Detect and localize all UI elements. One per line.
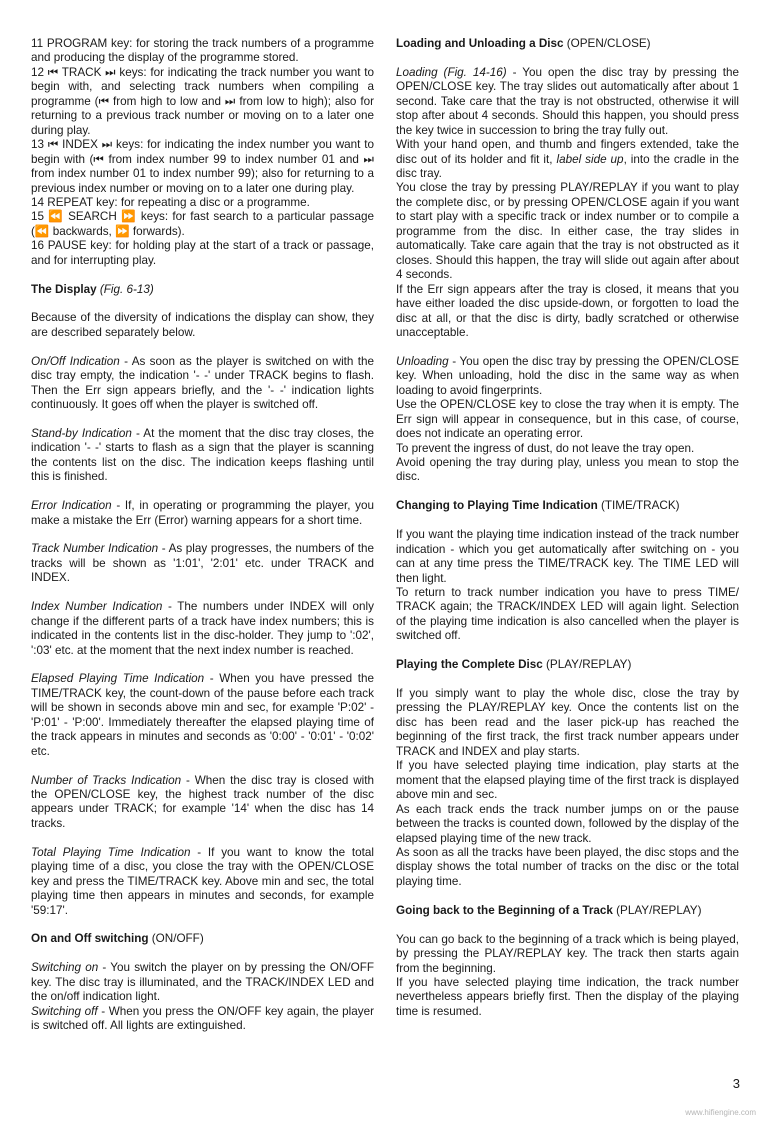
time-indication-para-1: If you want the playing time indication instead of the track number indication - which you get automatically after switching on - you can at any time press the TIME/TRACK key. The TIME LED will then light. bbox=[396, 528, 739, 585]
go-back-para-1: You can go back to the beginning of a track which is being played, by pressing the PLAY/REPLAY key. The track then starts again from the beginning. bbox=[396, 932, 739, 975]
display-heading bbox=[31, 283, 374, 297]
error-indication-lead: Error Indication bbox=[31, 499, 112, 513]
switching-on-text: - You switch the player on by pressing the ON/OFF key. The disc tray is illuminated, and the TRACK/INDEX LED and the on/off indication light. bbox=[31, 961, 374, 1004]
number-of-tracks-para bbox=[31, 774, 374, 832]
display-intro: Because of the diversity of indications the display can show, they are described separately below. bbox=[31, 311, 374, 339]
time-indication-heading-text: Changing to Playing Time Indication bbox=[396, 499, 598, 513]
loading-para-4: If the Err sign appears after the tray is closed, it means that you have either loaded the disc upside-down, or forgotten to load the disc at all, or that the disc is dirty, badly scratched or otherwise unacceptable. bbox=[396, 282, 739, 339]
go-back-para-2: If you have selected playing time indication, the track number nevertheless appears briefly first. Then the display of the playing time is resumed. bbox=[396, 975, 739, 1018]
play-complete-para-2: If you have selected playing time indication, play starts at the moment that the elapsed playing time of the first track is displayed above min and sec. bbox=[396, 759, 739, 802]
number-of-tracks-text: - When the disc tray is closed with the OPEN/CLOSE key, the highest track number of the disc appears under TRACK; for example '14' when the disc has 14 tracks. bbox=[31, 773, 374, 830]
page-number: 3 bbox=[732, 1076, 740, 1091]
key-13: 13 ⏮ INDEX ⏭ keys: for indicating the index number you want to begin with (⏮ from index number 99 to index number 01 and ⏭ from index number 01 to index number 99); also for returning to a previous index number or moving on to a later one during play. bbox=[31, 138, 374, 195]
loading-lead: Loading (Fig. 14-16) bbox=[396, 65, 507, 79]
unloading-para bbox=[396, 355, 739, 398]
switching-on-lead: Switching on bbox=[31, 961, 99, 975]
switching-on-para bbox=[31, 961, 374, 1004]
loading-heading-text: Loading and Unloading a Disc bbox=[396, 37, 564, 50]
standby-indication-text: - At the moment that the disc tray closes, the indication '- -' starts to flash as a sign that the player is scanning the contents list on the disc. The indication keeps flashing until this is finished. bbox=[31, 426, 375, 484]
number-of-tracks-lead: Number of Tracks Indication bbox=[31, 773, 182, 787]
loading-p2-a: With your hand open, and thumb and fingers extended, take the disc out of its holder and fit it, bbox=[396, 138, 739, 166]
time-indication-para-2: To return to track number indication you have to press TIME/ TRACK again; the TRACK/INDEX LED will again light. Selection of the playing time indication is also cancelled when the player is switched off. bbox=[396, 585, 739, 643]
loading-text: - You open the disc tray by pressing the OPEN/CLOSE key. The tray slides out automatically after about 1 second. Take care that the tray is not obstructed, otherwise it will stop after about 4 seconds. Should this happen, you should press the key twice in succession to bring the tray fully out. bbox=[396, 65, 739, 137]
play-complete-key: (PLAY/REPLAY) bbox=[546, 658, 632, 672]
loading-p2-b: , into the cradle in the disc tray. bbox=[396, 152, 739, 181]
switching-off-para bbox=[31, 1005, 374, 1034]
right-column bbox=[396, 37, 739, 1019]
total-time-indication-para bbox=[31, 846, 374, 918]
left-column bbox=[31, 37, 374, 1034]
go-back-heading bbox=[396, 904, 739, 918]
track-number-indication-lead: Track Number Indication bbox=[31, 542, 159, 556]
onoff-indication-lead: On/Off Indication bbox=[31, 354, 120, 368]
elapsed-time-indication-para bbox=[31, 672, 374, 759]
index-number-indication-text: - The numbers under INDEX will only change if the different parts of a track have index numbers; this is indicated in the contents list in the disc-holder. They jump to ':02', ':03' etc. at the moment that the next index number is reached. bbox=[31, 600, 374, 657]
onoff-switching-heading-text: On and Off switching bbox=[31, 932, 149, 946]
time-indication-heading bbox=[396, 499, 739, 513]
track-number-indication-text: - As play progresses, the numbers of the tracks will be shown as '1:01', '2:01' etc. under TRACK and INDEX. bbox=[31, 542, 374, 585]
key-15: 15 ⏪ SEARCH ⏩ keys: for fast search to a particular passage (⏪ backwards, ⏩ forwards). bbox=[31, 210, 374, 238]
unloading-para-2: Use the OPEN/CLOSE key to close the tray when it is empty. The Err sign will appear in consequence, but in this case, of course, does not indicate an operating error. bbox=[396, 398, 739, 441]
play-complete-heading bbox=[396, 658, 739, 672]
go-back-heading-text: Going back to the Beginning of a Track bbox=[396, 903, 613, 917]
unloading-para-3: To prevent the ingress of dust, do not leave the tray open. bbox=[396, 441, 695, 455]
go-back-key: (PLAY/REPLAY) bbox=[616, 903, 702, 917]
standby-indication-lead: Stand-by Indication bbox=[31, 426, 132, 440]
onoff-indication-para bbox=[31, 355, 374, 413]
error-indication-para bbox=[31, 499, 374, 528]
key-14: 14 REPEAT key: for repeating a disc or a programme. bbox=[31, 195, 310, 209]
elapsed-time-indication-lead: Elapsed Playing Time Indication bbox=[31, 672, 205, 686]
elapsed-time-indication-text: - When you have pressed the TIME/TRACK key, the count-down of the pause before each track will be shown in seconds above min and sec, for example 'P:02' - 'P:01' - 'P:00'. Immediately thereafter the elapsed playing time of the track appears in minutes and seconds as '0:00' - '0:01' - '0:02' etc. bbox=[31, 672, 374, 758]
key-16: 16 PAUSE key: for holding play at the start of a track or passage, and for interrupting play. bbox=[31, 239, 374, 267]
standby-indication-para bbox=[31, 427, 374, 485]
onoff-switching-key: (ON/OFF) bbox=[151, 932, 204, 946]
onoff-indication-text: - As soon as the player is switched on with the disc tray empty, the indication '- -' under TRACK begins to flash. Then the Err sign appears briefly, and the '- -' indication lights continuously. It goes off when the player is switched off. bbox=[31, 354, 375, 412]
unloading-text: - You open the disc tray by pressing the OPEN/CLOSE key. When unloading, hold the disc in the same way as when loading to avoid fingerprints. bbox=[396, 354, 739, 397]
loading-heading-key: (OPEN/CLOSE) bbox=[566, 37, 651, 50]
play-complete-para-4: As soon as all the tracks have been played, the disc stops and the display shows the total number of tracks on the disc or the total playing time. bbox=[396, 846, 739, 888]
track-number-indication-para bbox=[31, 542, 374, 585]
switching-off-lead: Switching off bbox=[31, 1004, 98, 1018]
onoff-switching-heading bbox=[31, 932, 374, 946]
index-number-indication-para bbox=[31, 600, 374, 658]
total-time-indication-text: - If you want to know the total playing time of a disc, you close the tray with the OPEN/CLOSE key and press the TIME/TRACK key. Above min and sec, the total playing time then appears in minutes and seconds, for example '59:17'. bbox=[31, 845, 374, 917]
loading-p2-emphasis: label side up bbox=[556, 152, 624, 166]
switching-off-text: - When you press the ON/OFF key again, the player is switched off. All lights are extinguished. bbox=[31, 1004, 375, 1033]
unloading-lead: Unloading bbox=[396, 354, 449, 368]
index-number-indication-lead: Index Number Indication bbox=[31, 600, 163, 614]
key-11: 11 PROGRAM key: for storing the track numbers of a programme and producing the display of the programme stored. bbox=[31, 37, 374, 65]
play-complete-heading-text: Playing the Complete Disc bbox=[396, 658, 543, 672]
loading-para-3: You close the tray by pressing PLAY/REPLAY if you want to play the complete disc, or by pressing OPEN/CLOSE again if you want to start play with a specific track or index number or to compile a programme from the disc. In either case, the tray slides in automatically. Take care again that the tray is not obstructed as it closes. Should this happen, the tray will slide out again after about 4 seconds. bbox=[396, 181, 739, 282]
play-complete-para-1: If you simply want to play the whole disc, close the tray by pressing the PLAY/REPLAY key. Once the contents list on the disc has been read and the laser pick-up has reached the beginning of the first track, the first track number appears under TRACK and INDEX and play starts. bbox=[396, 687, 739, 758]
loading-para bbox=[396, 66, 739, 138]
key-12: 12 ⏮ TRACK ⏭ keys: for indicating the track number you want to begin with, and selecting track numbers when compiling a programme (⏮ from high to low and ⏭ from low to high); also for returning to a previous track number or moving on to a later one during play. bbox=[31, 65, 374, 137]
loading-para-2 bbox=[396, 138, 739, 181]
total-time-indication-lead: Total Playing Time Indication bbox=[31, 845, 191, 859]
watermark: www.hifiengine.com bbox=[685, 1108, 756, 1117]
display-heading-text: The Display bbox=[31, 282, 97, 296]
play-complete-para-3: As each track ends the track number jumps on or the pause between the tracks is counted down, followed by the display of the elapsed playing time of the new track. bbox=[396, 802, 739, 845]
loading-heading bbox=[396, 37, 739, 51]
display-fig-ref: (Fig. 6-13) bbox=[99, 282, 154, 296]
error-indication-text: - If, in operating or programming the player, you make a mistake the Err (Error) warning appears for a short time. bbox=[31, 499, 374, 527]
time-indication-key: (TIME/TRACK) bbox=[600, 499, 680, 513]
unloading-para-4: Avoid opening the tray during play, unless you mean to stop the disc. bbox=[396, 456, 739, 484]
